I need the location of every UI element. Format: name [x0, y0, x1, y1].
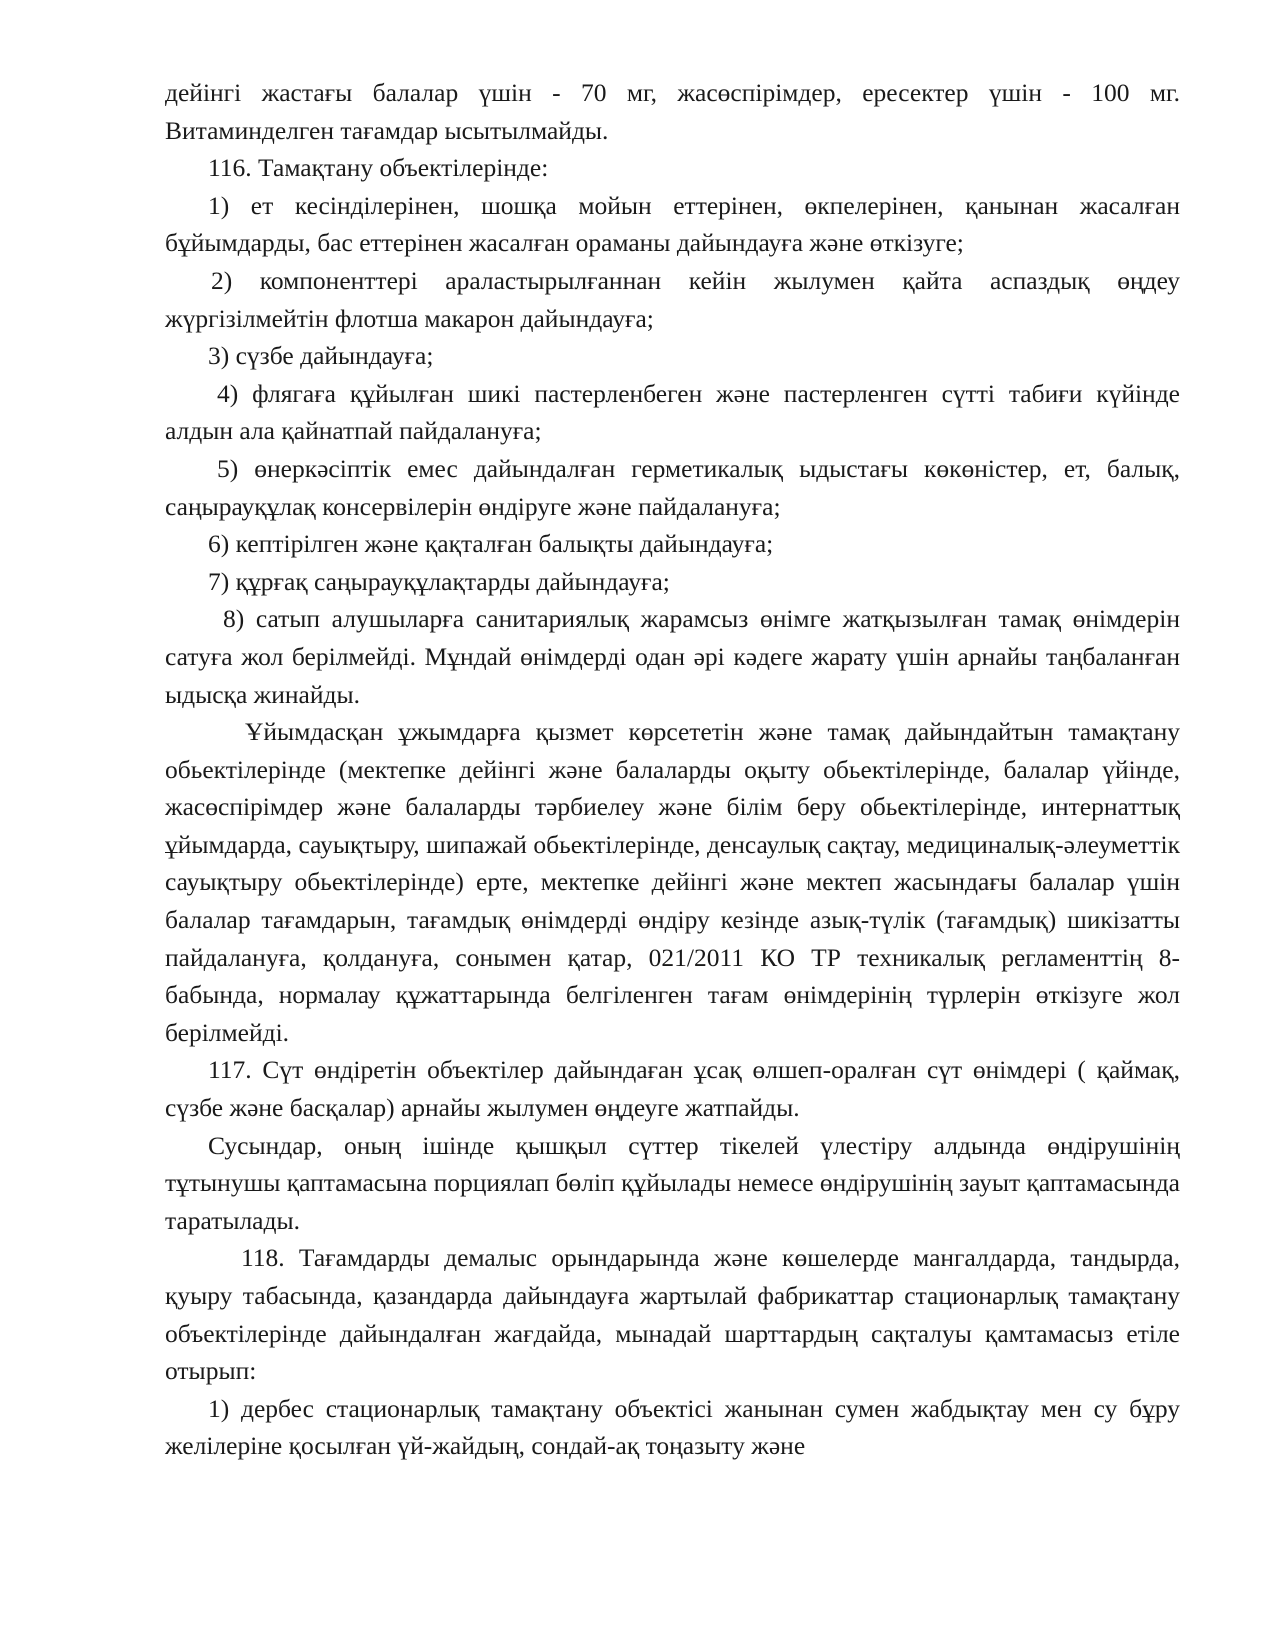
paragraph-item-1: 1) ет кесінділерінен, шошқа мойын еттерінен, өкпелерінен, қанынан жасалған бұйымдарды, бас еттерінен жасалған ораманы дайындауға және өткізуге; [165, 190, 1180, 258]
paragraph-vitamin-dose: дейінгі жастағы балалар үшін - 70 мг, жасөспірімдер, ересектер үшін - 100 мг. Витаминделген тағамдар ысытылмайды. [165, 78, 1180, 145]
paragraph-section-116-heading: 116. Тамақтану объектілерінде: [208, 153, 549, 183]
paragraph-section-118: 118. Тағамдарды демалыс орындарында және көшелерде мангалдарда, тандырда, қуыру табасында, қазандарда дайындауға жартылай фабрикаттар стационарлық тамақтану объектілерінде дайындалған жағдайда, мынадай шарттардың сақталуы қамтамасыз етіле отырып: [165, 1243, 1180, 1386]
paragraph-section-117: 117. Сүт өндіретін объектілер дайындаған ұсақ өлшеп-оралған сүт өнімдері ( қаймақ, сүзбе және басқалар) арнайы жылумен өңдеуге жатпайды. [165, 1055, 1180, 1123]
document-body [165, 74, 1180, 1465]
paragraph-item-2: 2) компоненттері араластырылғаннан кейін жылумен қайта аспаздық өңдеу жүргізілмейтін флотша макарон дайындауға; [165, 265, 1180, 333]
paragraph-item-8: 8) сатып алушыларға санитариялық жарамсыз өнімге жатқызылған тамақ өнімдерін сатуға жол берілмейді. Мұндай өнімдерді одан әрі кәдеге жарату үшін арнайы таңбаланған ыдысқа жинайды. [165, 604, 1180, 709]
paragraph-item-7: 7) құрғақ саңырауқұлақтарды дайындауға; [208, 566, 670, 596]
paragraph-item-4: 4) флягаға құйылған шикі пастерленбеген және пастерленген сүтті табиғи күйінде алдын ала қайнатпай пайдалануға; [165, 378, 1180, 446]
paragraph-item-6: 6) кептірілген және қақталған балықты дайындауға; [208, 529, 774, 559]
paragraph-item-3: 3) сүзбе дайындауға; [208, 341, 434, 371]
paragraph-section-118-item-1: 1) дербес стационарлық тамақтану объектісі жанынан сумен жабдықтау мен су бұру желілеріне қосылған үй-жайдың, сондай-ақ тоңазыту және [165, 1393, 1180, 1461]
paragraph-item-5: 5) өнеркәсіптік емес дайындалған герметикалық ыдыстағы көкөністер, ет, балық, саңырауқұлақ консервілерін өндіруге және пайдалануға; [165, 453, 1180, 521]
paragraph-beverages: Сусындар, оның ішінде қышқыл сүттер тікелей үлестіру алдында өндірушінің тұтынушы қаптамасына порциялап бөліп құйылады немесе өндірушінің зауыт қаптамасында таратылады. [165, 1130, 1180, 1235]
paragraph-organized-groups: Ұйымдасқан ұжымдарға қызмет көрсететін және тамақ дайындайтын тамақтану обьектілерінде (мектепке дейінгі және балаларды оқыту обьектілерінде, балалар үйінде, жасөспірімдер және балаларды тәрбиелеу және білім беру обьектілерінде, интернаттық ұйымдарда, сауықтыру, шипажай обьектілерінде, денсаулық сақтау, медициналық-әлеуметтік сауықтыру обьектілерінде) ерте, мектепке дейінгі және мектеп жасындағы балалар үшін балалар тағамдарын, тағамдық өнімдерді өндіру кезінде азық-түлік (тағамдық) шикізатты пайдалануға, қолдануға, сонымен қатар, 021/2011 КО ТР техникалық регламенттің 8-бабында, нормалау құжаттарында белгіленген тағам өнімдерінің түрлерін өткізуге жол берілмейді. [165, 717, 1180, 1047]
